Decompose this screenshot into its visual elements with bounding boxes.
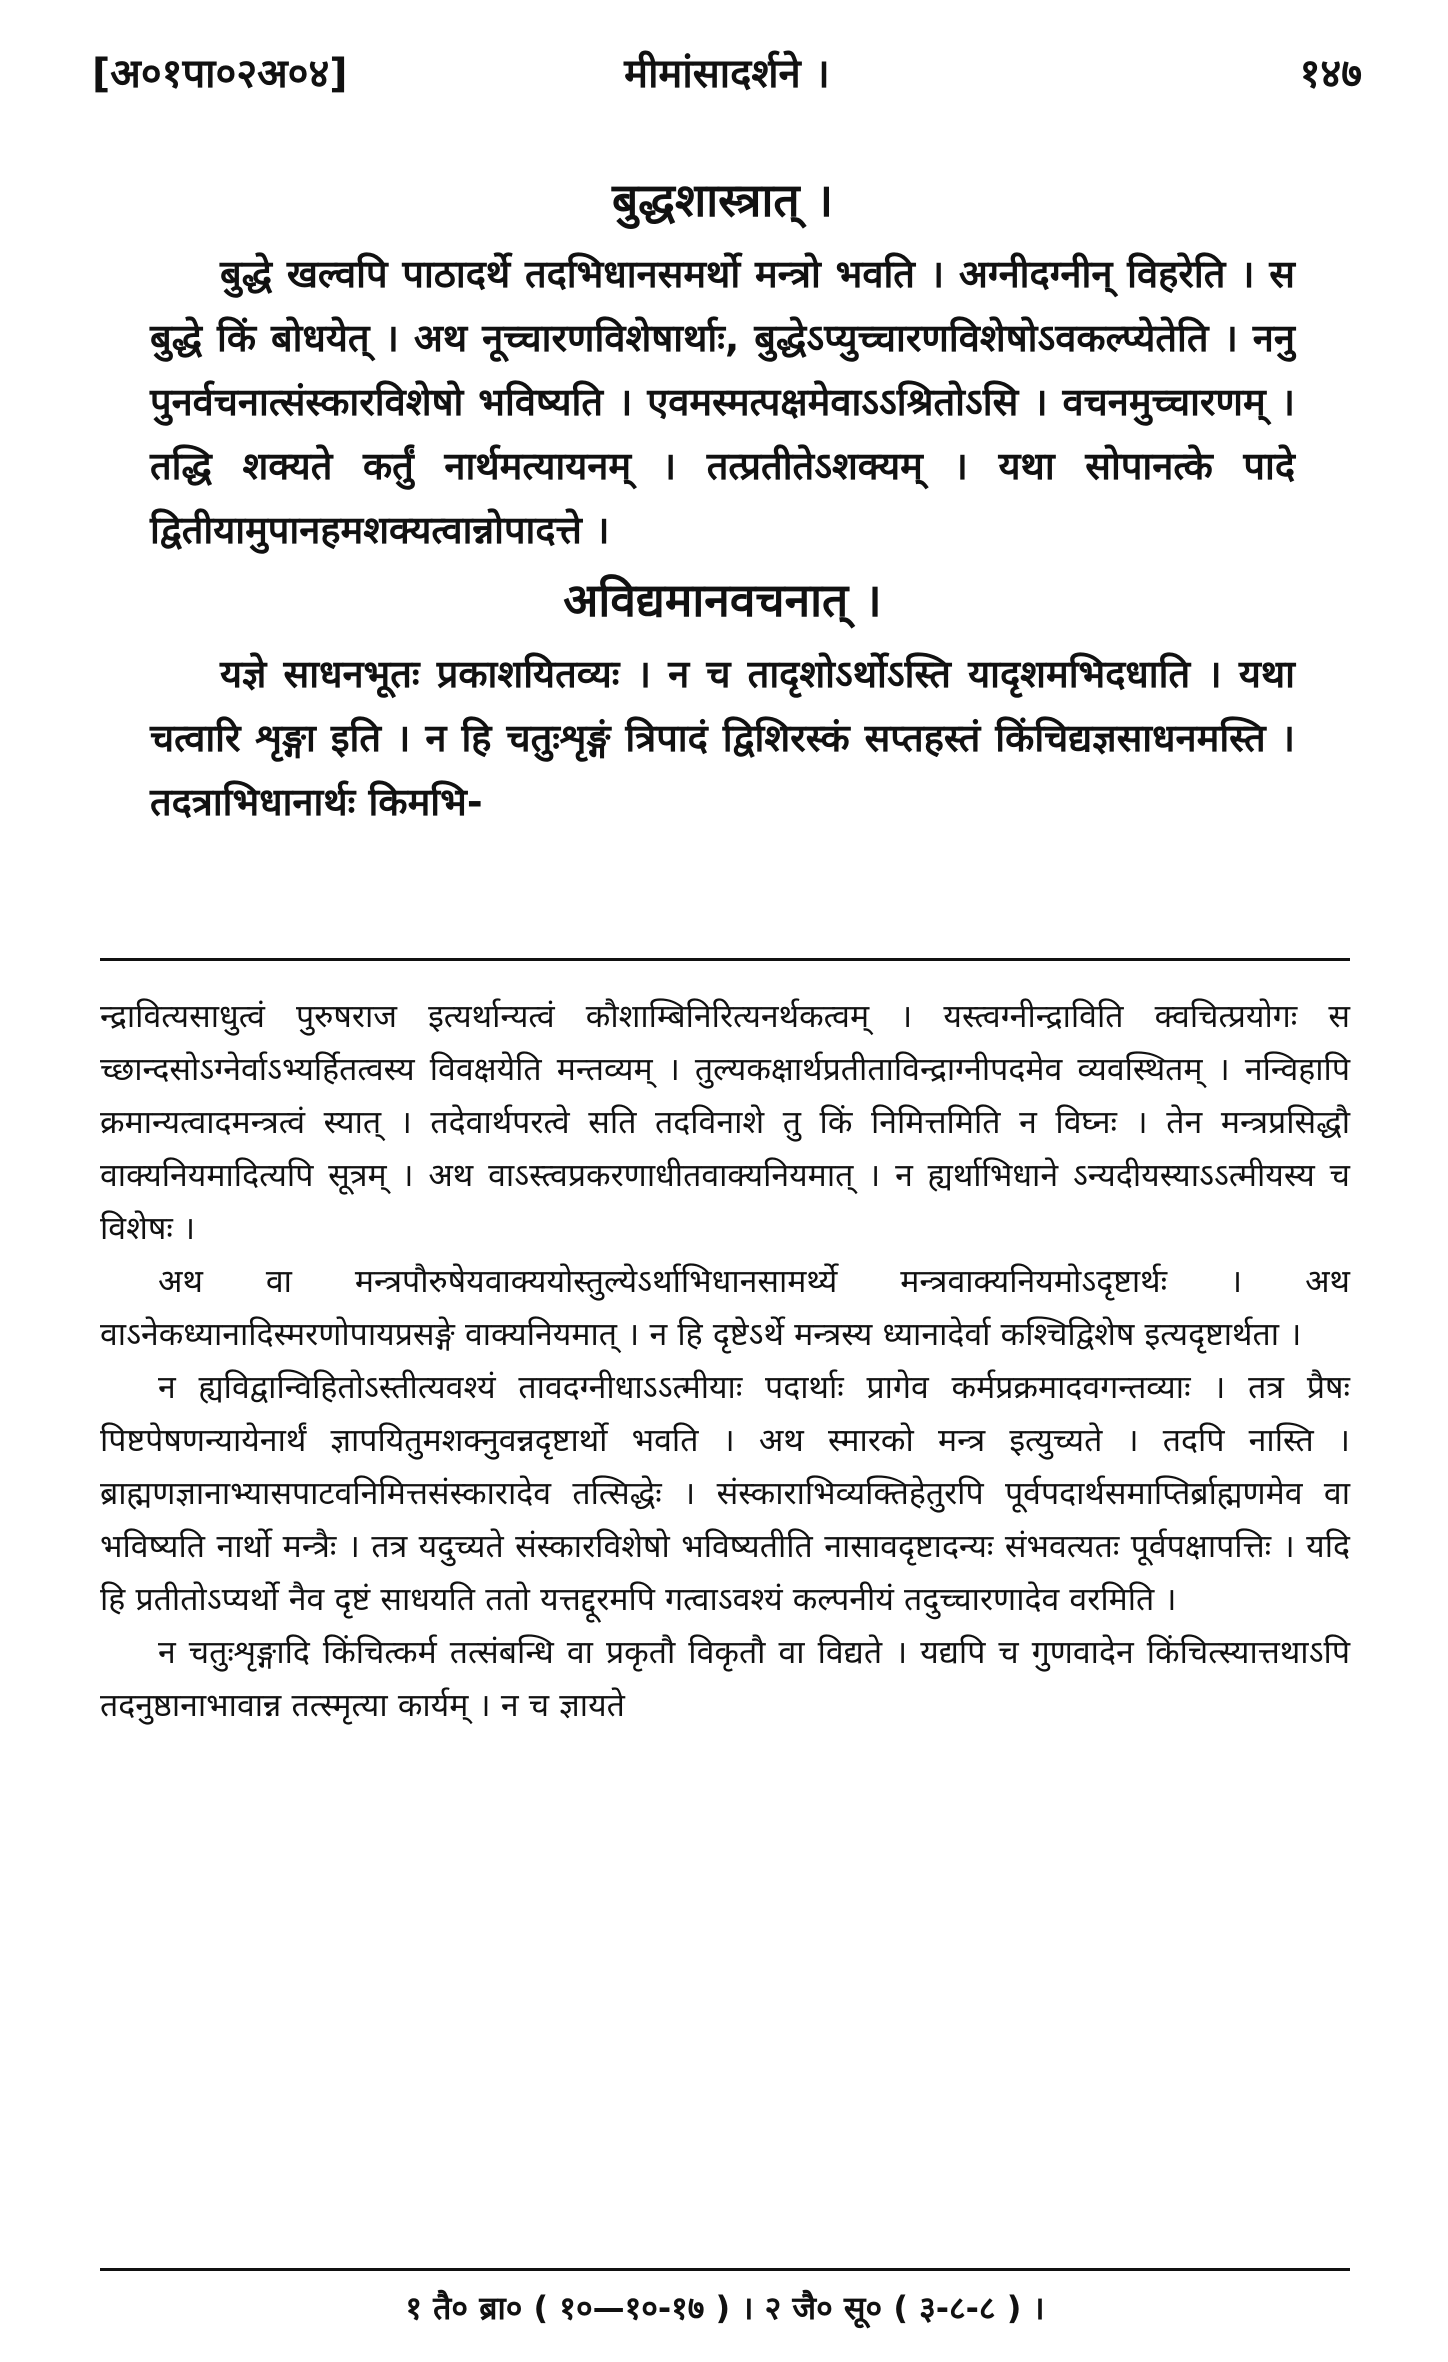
footnote: १ तै० ब्रा० ( १०—१०-१७ ) । २ जै० सू० ( ३-८-८ ) ।: [405, 2289, 1045, 2327]
chapter-reference: [अ०१पा०२अ०४]: [92, 51, 348, 97]
book-title: मीमांसादर्शने ।: [624, 51, 830, 97]
sutra-heading: बुद्धशास्त्रात् ।: [611, 173, 834, 227]
note-paragraph: न्द्रावित्यसाधुत्वं पुरुषराज इत्यर्थान्यत्वं कौशाम्बिनिरित्यनर्थकत्वम् । यस्त्वग्नीन्द्राविति क्वचित्प्रयोगः स च्छान्दसोऽग्नेर्वाऽभ्यर्हितत्वस्य विवक्षयेति मन्तव्यम् । तुल्यकक्षार्थप्रतीताविन्द्राग्नीपदमेव व्यवस्थितम् । नन्विहापि क्रमान्यत्वादमन्त्रत्वं स्यात् । तदेवार्थपरत्वे सति तदविनाशे तु किं निमित्तमिति न विघ्नः । तेन मन्त्रप्रसिद्धौ वाक्यनियमादित्यपि सूत्रम् । अथ वाऽस्त्वप्रकरणाधीतवाक्यनियमात् । न ह्यर्थाभिधाने ऽन्यदीयस्याऽऽत्मीयस्य च विशेषः ।: [100, 997, 1350, 1247]
note-paragraph: न चतुःशृङ्गादि किंचित्कर्म तत्संबन्धि वा प्रकृतौ विकृतौ वा विद्यते । यद्यपि च गुणवादेन किंचित्स्यात्तथाऽपि तदनुष्ठानाभावान्न तत्स्मृत्या कार्यम् । न च ज्ञायते: [100, 1633, 1350, 1724]
page-number: १४७: [1299, 51, 1362, 97]
page-header: [92, 44, 1362, 114]
sutra-heading: अविद्यमानवचनात् ।: [563, 573, 882, 627]
section-divider: [100, 958, 1350, 961]
main-text: [150, 168, 1295, 834]
commentary-paragraph: बुद्धे खल्वपि पाठादर्थे तदभिधानसमर्थो मन्त्रो भवति । अग्नीदग्नीन् विहरेति । स बुद्धे किं बोधयेत् । अथ नूच्चारणविशेषार्थाः, बुद्धेऽप्युच्चारणविशेषोऽवकल्प्येतेति । ननु पुनर्वचनात्संस्कारविशेषो भविष्यति । एवमस्मत्पक्षमेवाऽऽश्रितोऽसि । वचनमुच्चारणम् । तद्धि शक्यते कर्तुं नार्थमत्यायनम् । तत्प्रतीतेऽशक्यम् । यथा सोपानत्के पादे द्वितीयामुपानहमशक्यत्वान्नोपादत्ते ।: [150, 252, 1295, 552]
note-paragraph: न ह्यविद्वान्विहितोऽस्तीत्यवश्यं तावदग्नीधाऽऽत्मीयाः पदार्थाः प्रागेव कर्मप्रक्रमादवगन्तव्याः । तत्र प्रैषः पिष्टपेषणन्यायेनार्थं ज्ञापयितुमशक्नुवन्नदृष्टार्थो भवति । अथ स्मारको मन्त्र इत्युच्यते । तदपि नास्ति । ब्राह्मणज्ञानाभ्यासपाटवनिमित्तसंस्कारादेव तत्सिद्धेः । संस्काराभिव्यक्तिहेतुरपि पूर्वपदार्थसमाप्तिर्ब्राह्मणमेव वा भविष्यति नार्थो मन्त्रैः । तत्र यदुच्यते संस्कारविशेषो भविष्यतीति नासावदृष्टादन्यः संभवत्यतः पूर्वपक्षापत्तिः । यदि हि प्रतीतोऽप्यर्थो नैव दृष्टं साधयति ततो यत्तद्दूरमपि गत्वाऽवश्यं कल्पनीयं तदुच्चारणादेव वरमिति ।: [100, 1368, 1350, 1618]
footnote-divider: [100, 2268, 1350, 2271]
sub-commentary: [100, 990, 1350, 1732]
note-paragraph: अथ वा मन्त्रपौरुषेयवाक्ययोस्तुल्येऽर्थाभिधानसामर्थ्ये मन्त्रवाक्यनियमोऽदृष्टार्थः । अथ वाऽनेकध्यानादिस्मरणोपायप्रसङ्गे वाक्यनियमात् । न हि दृष्टेऽर्थे मन्त्रस्य ध्यानादेर्वा कश्चिद्विशेष इत्यदृष्टार्थता ।: [100, 1262, 1350, 1353]
commentary-paragraph: यज्ञे साधनभूतः प्रकाशयितव्यः । न च तादृशोऽर्थोऽस्ति यादृशमभिदधाति । यथा चत्वारि शृङ्गा इति । न हि चतुःशृङ्गं त्रिपादं द्विशिरस्कं सप्तहस्तं किंचिद्यज्ञसाधनमस्ति । तदत्राभिधानार्थः किमभि-: [150, 652, 1295, 824]
